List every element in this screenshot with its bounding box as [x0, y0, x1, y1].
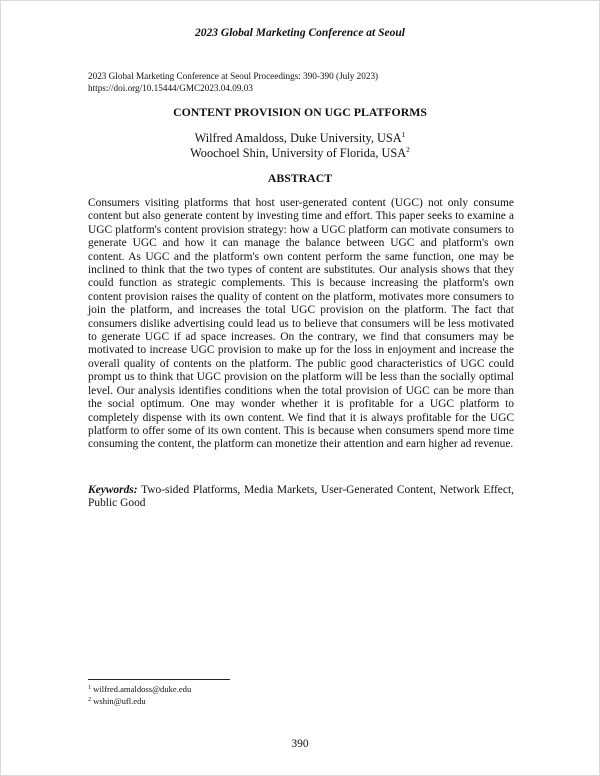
footnote-divider — [88, 679, 230, 680]
author-list — [0, 131, 600, 161]
page-number: 390 — [291, 738, 309, 750]
footnote-marker: 2 — [88, 697, 91, 703]
proceedings-info — [88, 70, 528, 94]
author-line — [0, 146, 600, 161]
doi-link[interactable]: https://doi.org/10.15444/GMC2023.04.09.03 — [88, 83, 253, 93]
footnote-email[interactable]: wilfred.amaldoss@duke.edu — [93, 684, 192, 694]
footnote-marker: 1 — [88, 685, 91, 691]
keywords-section — [88, 484, 514, 511]
footnote-item — [88, 695, 388, 707]
author-affiliation: Woochoel Shin, University of Florida, USA — [190, 146, 407, 160]
footnote-marker: 2 — [406, 145, 410, 154]
running-header: 2023 Global Marketing Conference at Seoul — [195, 27, 405, 39]
footnote-item — [88, 683, 388, 695]
proceedings-citation: 2023 Global Marketing Conference at Seoul Proceedings: 390-390 (July 2023) — [88, 71, 379, 81]
footnote-marker: 1 — [401, 130, 406, 139]
footnote-email[interactable]: wshin@ufl.edu — [93, 696, 146, 706]
footnotes — [88, 683, 388, 707]
paper-title: CONTENT PROVISION ON UGC PLATFORMS — [173, 105, 427, 119]
author-line — [0, 131, 600, 146]
abstract-heading: ABSTRACT — [267, 171, 333, 185]
keywords-label: Keywords: — [88, 484, 138, 496]
keywords-list: Two-sided Platforms, Media Markets, User-Generated Content, Network Effect, Public Good — [88, 484, 514, 510]
author-affiliation: Wilfred Amaldoss, Duke University, USA — [194, 131, 402, 145]
abstract-body: Consumers visiting platforms that host user-generated content (UGC) not only consume content but also generate content by investing time and effort. This paper seeks to examine a UGC platform's content provision strategy: how a UGC platform can motivate consumers to generate UGC and how it can manage the balance between UGC and platform's own content. As UGC and the platform's own content perform the same function, one may be inclined to think that the two types of content are substitutes. Our analysis shows that they could function as strategic complements. This is because increasing the platform's own content provision raises the quality of content on the platform, motivates more consumers to join the platform, and increases the total UGC provision on the platform. The fact that consumers dislike advertising could lead us to believe that consumers will be less motivated to generate UGC if ad space increases. On the contrary, we find that consumers may be motivated to increase UGC provision to make up for the loss in enjoyment and increase the overall quality of contents on the platform. The public good characteristics of UGC could prompt us to think that UGC provision on the platform will be less than the socially optimal level. Our analysis identifies conditions when the total provision of UGC can be more than the social optimum. One may wonder whether it is profitable for a UGC platform to completely dispense with its own content. We find that it is always profitable for the UGC platform to offer some of its own content. This is because when consumers spend more time consuming the content, the platform can monetize their attention and earn higher ad revenue. — [88, 197, 514, 451]
